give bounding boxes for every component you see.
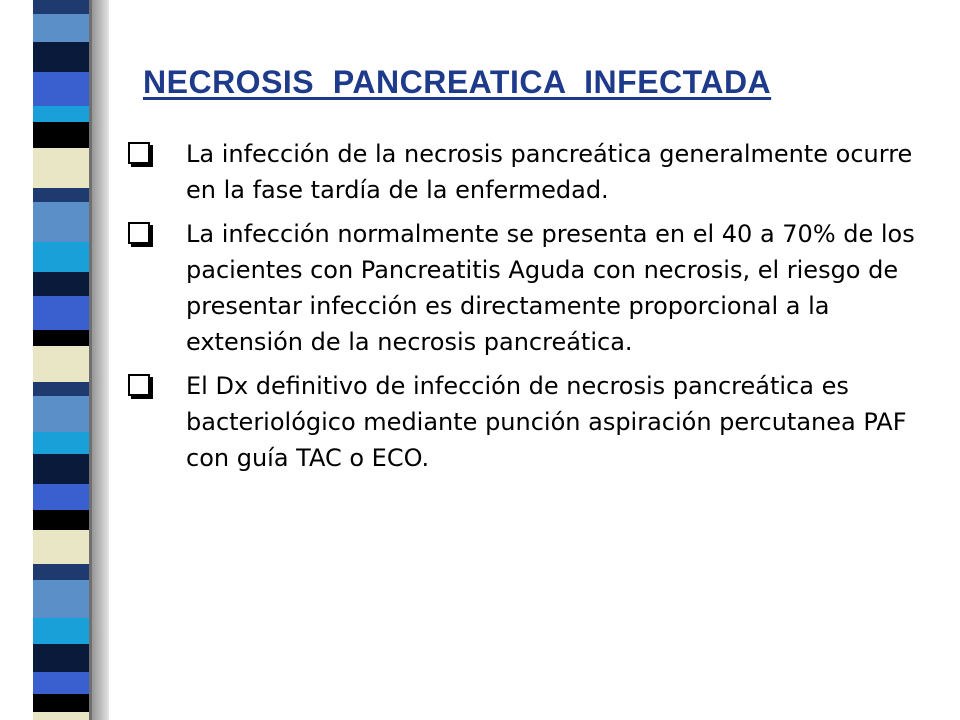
stripe-block <box>33 618 89 644</box>
stripe-block <box>33 510 89 530</box>
stripe-block <box>33 484 89 510</box>
stripe-block <box>33 202 89 242</box>
stripe-blocks <box>33 0 89 720</box>
stripe-block <box>33 188 89 202</box>
stripe-block <box>33 432 89 454</box>
slide-title: NECROSIS PANCREATICA INFECTADA <box>143 64 772 100</box>
checkbox-square-icon <box>128 142 150 164</box>
stripe-block <box>33 382 89 396</box>
stripe-block <box>33 272 89 296</box>
stripe-block <box>33 672 89 694</box>
bullet-text: La infección de la necrosis pancreática generalmente ocurre en la fase tardía de la enfermedad. <box>186 140 913 204</box>
bullet-item <box>128 136 928 208</box>
stripe-edge <box>89 0 92 720</box>
stripe-shadow <box>89 0 109 720</box>
bullet-text: El Dx definitivo de infección de necrosis pancreática es bacteriológico mediante punción aspiración percutanea PAF con guía TAC o ECO. <box>186 372 907 472</box>
bullet-item <box>128 368 928 476</box>
stripe-block <box>33 580 89 618</box>
stripe-block <box>33 0 89 14</box>
stripe-block <box>33 346 89 382</box>
stripe-block <box>33 330 89 346</box>
stripe-block <box>33 564 89 580</box>
bullet-item <box>128 216 928 360</box>
stripe-block <box>33 242 89 272</box>
stripe-block <box>33 454 89 484</box>
checkbox-square-icon <box>128 374 150 396</box>
checkbox-square-icon <box>128 222 150 244</box>
stripe-block <box>33 396 89 432</box>
stripe-block <box>33 72 89 106</box>
decorative-stripe <box>0 0 112 720</box>
bullet-text: La infección normalmente se presenta en el 40 a 70% de los pacientes con Pancreatitis Aguda con necrosis, el riesgo de presentar infección es directamente proporcional a la extensión de la necrosis pancreática. <box>186 220 915 356</box>
stripe-block <box>33 694 89 712</box>
stripe-block <box>33 712 89 720</box>
stripe-block <box>33 106 89 122</box>
stripe-block <box>33 14 89 42</box>
stripe-block <box>33 530 89 564</box>
stripe-block <box>33 122 89 148</box>
stripe-block <box>33 148 89 188</box>
stripe-block <box>33 296 89 330</box>
bullet-list <box>128 136 928 484</box>
stripe-block <box>33 42 89 72</box>
stripe-block <box>33 644 89 672</box>
